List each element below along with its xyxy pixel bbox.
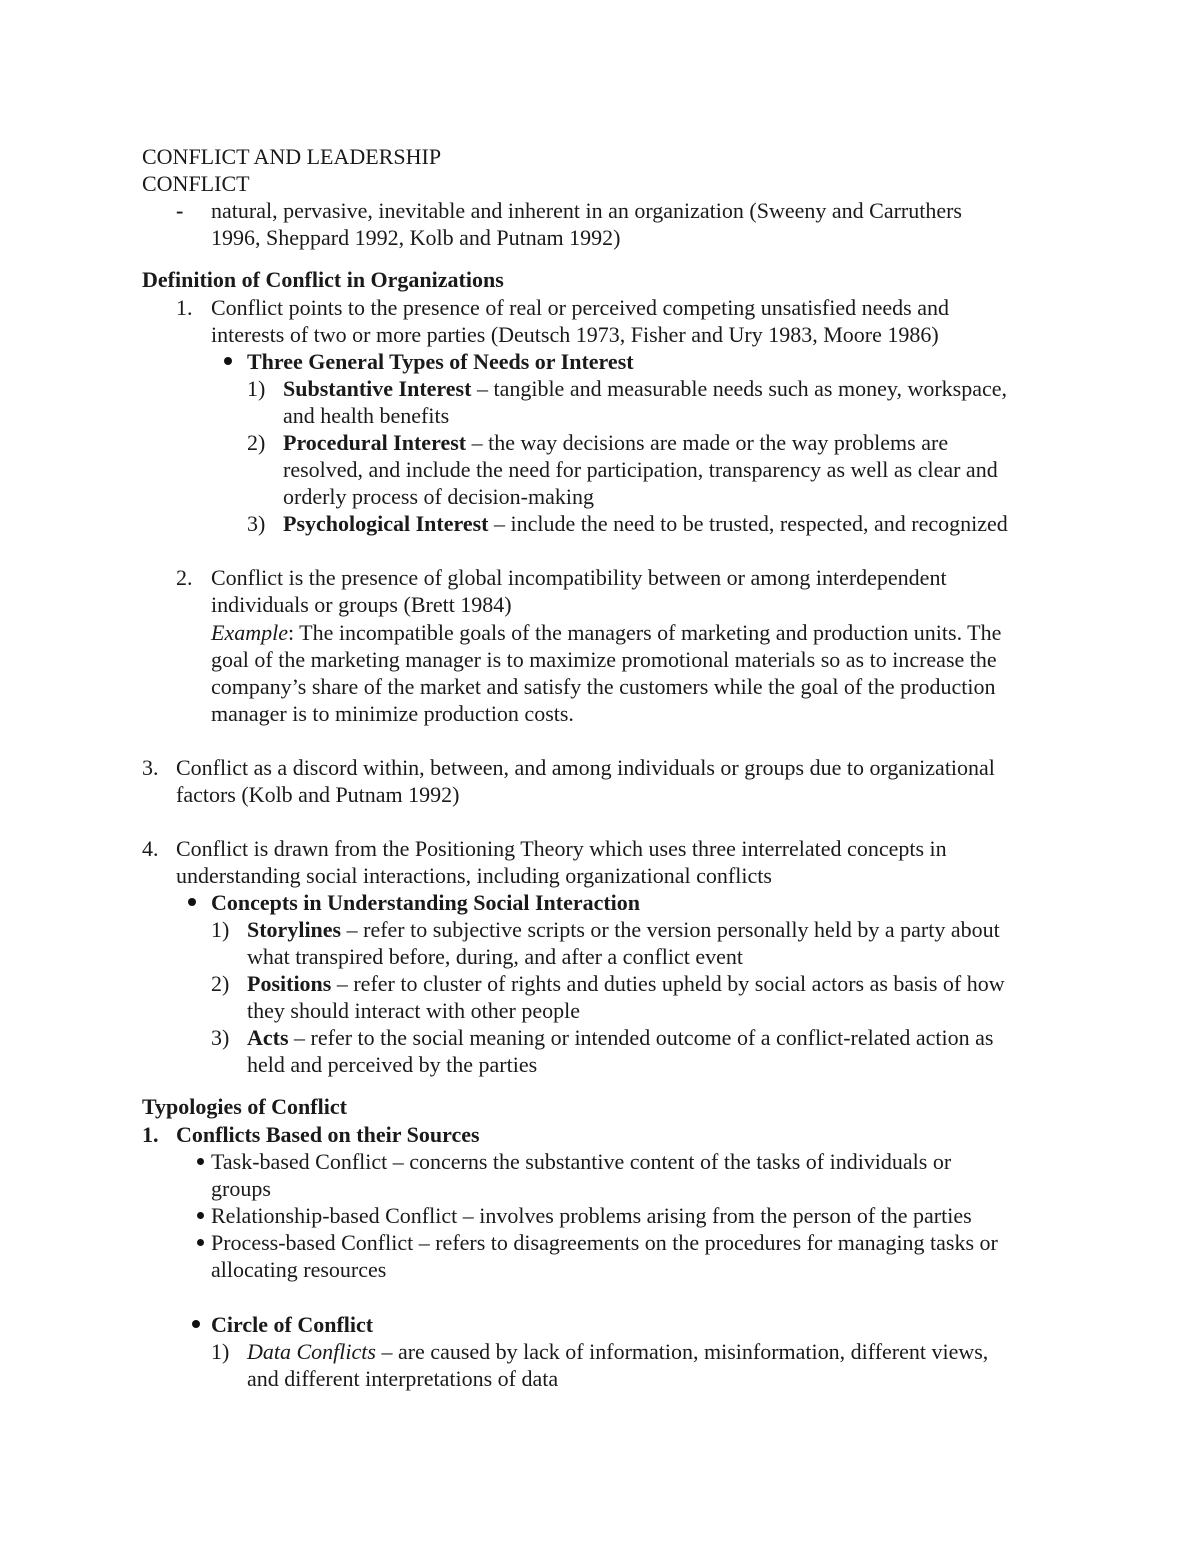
- bullet-heading-needs: Three General Types of Needs or Interest: [247, 349, 634, 374]
- sub-item-text: and health benefits: [283, 403, 450, 428]
- term-description: – the way decisions are made or the way problems are: [466, 430, 949, 455]
- dash-text-line: natural, pervasive, inevitable and inherent in an organization (Sweeny and Carruthers: [211, 198, 962, 223]
- list-item-text: Conflict points to the presence of real or perceived competing unsatisfied needs and: [211, 295, 949, 320]
- term-data-conflicts: Data Conflicts: [247, 1339, 376, 1364]
- bullet-heading-circle: Circle of Conflict: [211, 1312, 374, 1337]
- sub-number: 2): [211, 971, 230, 996]
- bullet-item-text: groups: [211, 1176, 271, 1201]
- list-item-text: factors (Kolb and Putnam 1992): [176, 782, 460, 807]
- sub-item-text: [283, 510, 1008, 537]
- bullet-item-text: allocating resources: [211, 1257, 387, 1282]
- term-description: – refer to cluster of rights and duties upheld by social actors as basis of how: [331, 971, 1005, 996]
- list-number: 3.: [142, 755, 159, 780]
- bullet-icon: [197, 1212, 204, 1219]
- dash-marker: -: [176, 198, 184, 223]
- bullet-item-text: Process-based Conflict – refers to disagreements on the procedures for managing tasks or: [211, 1230, 998, 1255]
- sub-item-text: they should interact with other people: [247, 998, 580, 1023]
- sub-item-text: and different interpretations of data: [247, 1366, 559, 1391]
- list-number: 1.: [142, 1122, 159, 1147]
- definition-heading: Definition of Conflict in Organizations: [142, 267, 504, 292]
- sub-item-text: [247, 970, 1005, 997]
- typology-title-sources: Conflicts Based on their Sources: [176, 1122, 480, 1147]
- list-item-text: Conflict as a discord within, between, and among individuals or groups due to organizational: [176, 755, 995, 780]
- sub-item-text: [247, 1338, 988, 1365]
- sub-number: 1): [247, 376, 266, 401]
- example-label: Example: [211, 620, 288, 645]
- bullet-icon: [224, 357, 232, 365]
- list-number: 2.: [176, 565, 193, 590]
- term-description: – tangible and measurable needs such as money, workspace,: [471, 376, 1008, 401]
- bullet-icon: [192, 1320, 200, 1328]
- term-description: – are caused by lack of information, misinformation, different views,: [375, 1339, 989, 1364]
- bullet-heading-concepts: Concepts in Understanding Social Interaction: [211, 890, 641, 915]
- sub-number: 3): [211, 1025, 230, 1050]
- sub-item-text: what transpired before, during, and after a conflict event: [247, 944, 744, 969]
- typologies-heading: Typologies of Conflict: [142, 1094, 347, 1119]
- list-item-text: understanding social interactions, including organizational conflicts: [176, 863, 772, 888]
- term-positions: Positions: [247, 971, 332, 996]
- sub-number: 2): [247, 430, 266, 455]
- list-item-text: Conflict is the presence of global incompatibility between or among interdependent: [211, 565, 947, 590]
- example-text: company’s share of the market and satisfy the customers while the goal of the production: [211, 674, 996, 699]
- list-number: 1.: [176, 295, 193, 320]
- document-title: CONFLICT AND LEADERSHIP: [142, 144, 442, 169]
- term-description: – include the need to be trusted, respected, and recognized: [488, 511, 1008, 536]
- bullet-icon: [188, 898, 196, 906]
- bullet-icon: [197, 1158, 204, 1165]
- bullet-item-text: Relationship-based Conflict – involves problems arising from the person of the parties: [211, 1203, 972, 1228]
- sub-number: 3): [247, 511, 266, 536]
- list-item-text: interests of two or more parties (Deutsch 1973, Fisher and Ury 1983, Moore 1986): [211, 322, 939, 347]
- term-storylines: Storylines: [247, 917, 342, 942]
- list-item-text: Conflict is drawn from the Positioning Theory which uses three interrelated concepts in: [176, 836, 947, 861]
- sub-number: 1): [211, 917, 230, 942]
- example-content: : The incompatible goals of the managers of marketing and production units. The: [287, 620, 1002, 645]
- term-psychological: Psychological Interest: [283, 511, 489, 536]
- section-title-conflict: CONFLICT: [142, 171, 250, 196]
- sub-item-text: [283, 375, 1007, 402]
- term-acts: Acts: [247, 1025, 289, 1050]
- sub-number: 1): [211, 1339, 230, 1364]
- example-text: [211, 619, 1001, 646]
- term-description: – refer to the social meaning or intended outcome of a conflict-related action as: [288, 1025, 994, 1050]
- term-description: – refer to subjective scripts or the version personally held by a party about: [341, 917, 1000, 942]
- dash-text-line: 1996, Sheppard 1992, Kolb and Putnam 1992): [211, 225, 621, 250]
- sub-item-text: held and perceived by the parties: [247, 1052, 538, 1077]
- term-procedural: Procedural Interest: [283, 430, 467, 455]
- example-text: goal of the marketing manager is to maximize promotional materials so as to increase the: [211, 647, 997, 672]
- term-substantive: Substantive Interest: [283, 376, 472, 401]
- bullet-icon: [197, 1239, 204, 1246]
- sub-item-text: orderly process of decision-making: [283, 484, 594, 509]
- sub-item-text: [283, 429, 948, 456]
- bullet-item-text: Task-based Conflict – concerns the substantive content of the tasks of individuals or: [211, 1149, 952, 1174]
- sub-item-text: resolved, and include the need for participation, transparency as well as clear and: [283, 457, 998, 482]
- example-text: manager is to minimize production costs.: [211, 701, 574, 726]
- sub-item-text: [247, 916, 1000, 943]
- sub-item-text: [247, 1024, 993, 1051]
- list-number: 4.: [142, 836, 159, 861]
- list-item-text: individuals or groups (Brett 1984): [211, 592, 512, 617]
